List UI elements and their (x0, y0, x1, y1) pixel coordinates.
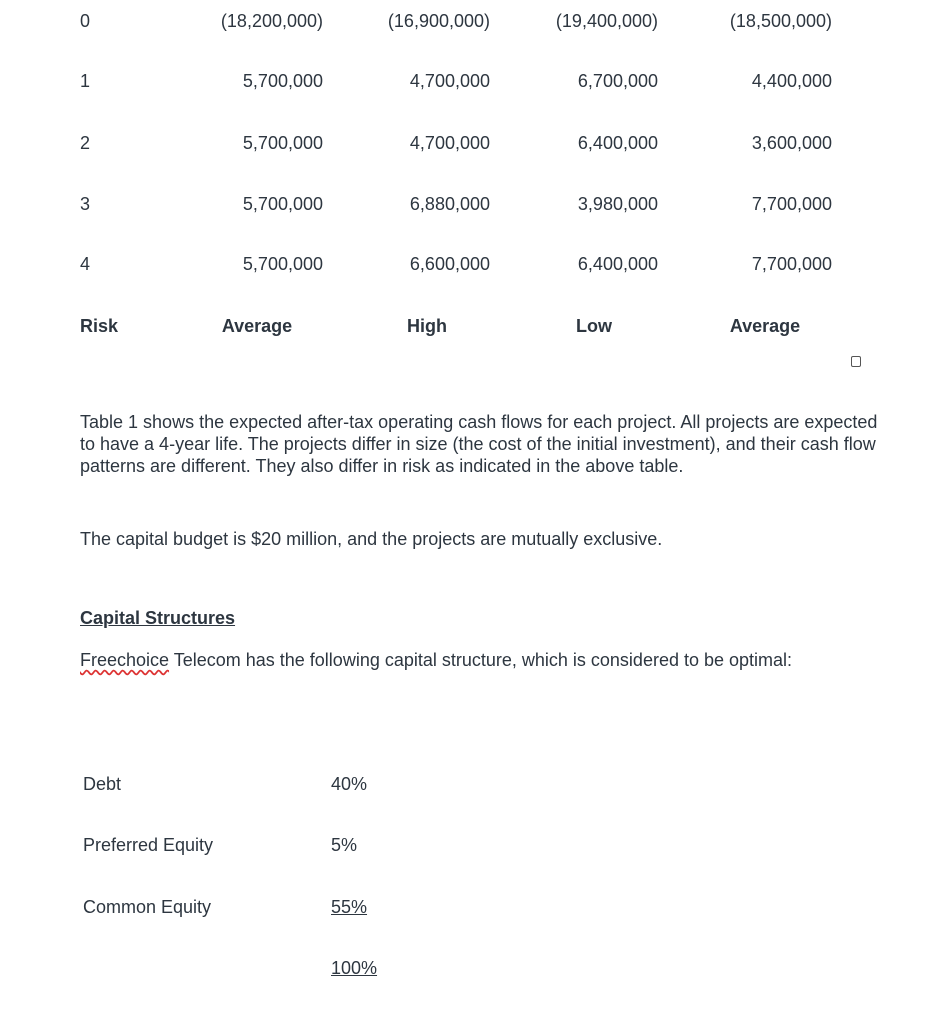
risk-cell: Low (576, 316, 612, 336)
risk-cell: Average (221, 316, 293, 336)
cash-flow-cell: 6,700,000 (577, 71, 658, 91)
risk-cell: Average (729, 316, 801, 336)
misspelled-word: Freechoice (80, 650, 170, 670)
risk-label: Risk (80, 316, 119, 336)
capital-intro (80, 649, 860, 671)
cash-flow-cell: 4,700,000 (409, 71, 490, 91)
row-label: 4 (80, 254, 91, 274)
cash-flow-cell: 6,400,000 (577, 133, 658, 153)
row-label: 2 (80, 133, 91, 153)
paragraph-capital-budget: The capital budget is $20 million, and the projects are mutually exclusive. (80, 529, 663, 549)
cash-flow-cell: (18,500,000) (729, 11, 832, 31)
total-value: 100% (331, 958, 378, 978)
section-heading: Capital Structures (80, 608, 236, 628)
intro-text: Telecom has the following capital structure, which is considered to be optimal: (169, 650, 793, 670)
cash-flow-cell: 4,700,000 (409, 133, 490, 153)
cash-flow-cell: (16,900,000) (387, 11, 490, 31)
common-value: 55% (331, 897, 368, 917)
cash-flow-cell: 5,700,000 (242, 71, 323, 91)
cash-flow-cell: 7,700,000 (751, 194, 832, 214)
cash-flow-cell: 5,700,000 (242, 254, 323, 274)
row-label: 1 (80, 71, 91, 91)
preferred-label: Preferred Equity (83, 835, 214, 855)
paragraph-table-description: Table 1 shows the expected after-tax operating cash flows for each project. All projects are expected to have a 4-year life. The projects differ in size (the cost of the initial investment), and their cash flow patterns are different. They also differ in risk as indicated in the above table. (80, 412, 878, 476)
cash-flow-cell: 3,600,000 (751, 133, 832, 153)
common-label: Common Equity (83, 897, 212, 917)
cash-flow-cell: 6,400,000 (577, 254, 658, 274)
debt-label: Debt (83, 774, 122, 794)
table-handle-icon[interactable] (851, 356, 861, 367)
cash-flow-cell: 5,700,000 (242, 133, 323, 153)
cash-flow-cell: 3,980,000 (577, 194, 658, 214)
debt-value: 40% (331, 774, 368, 794)
cash-flow-cell: (19,400,000) (555, 11, 658, 31)
cash-flow-cell: 7,700,000 (751, 254, 832, 274)
row-label: 3 (80, 194, 91, 214)
cash-flow-cell: 4,400,000 (751, 71, 832, 91)
row-label: 0 (80, 11, 91, 31)
cash-flow-cell: (18,200,000) (220, 11, 323, 31)
cash-flow-cell: 6,600,000 (409, 254, 490, 274)
cash-flow-cell: 5,700,000 (242, 194, 323, 214)
cash-flow-cell: 6,880,000 (409, 194, 490, 214)
preferred-value: 5% (331, 835, 358, 855)
risk-cell: High (407, 316, 447, 336)
